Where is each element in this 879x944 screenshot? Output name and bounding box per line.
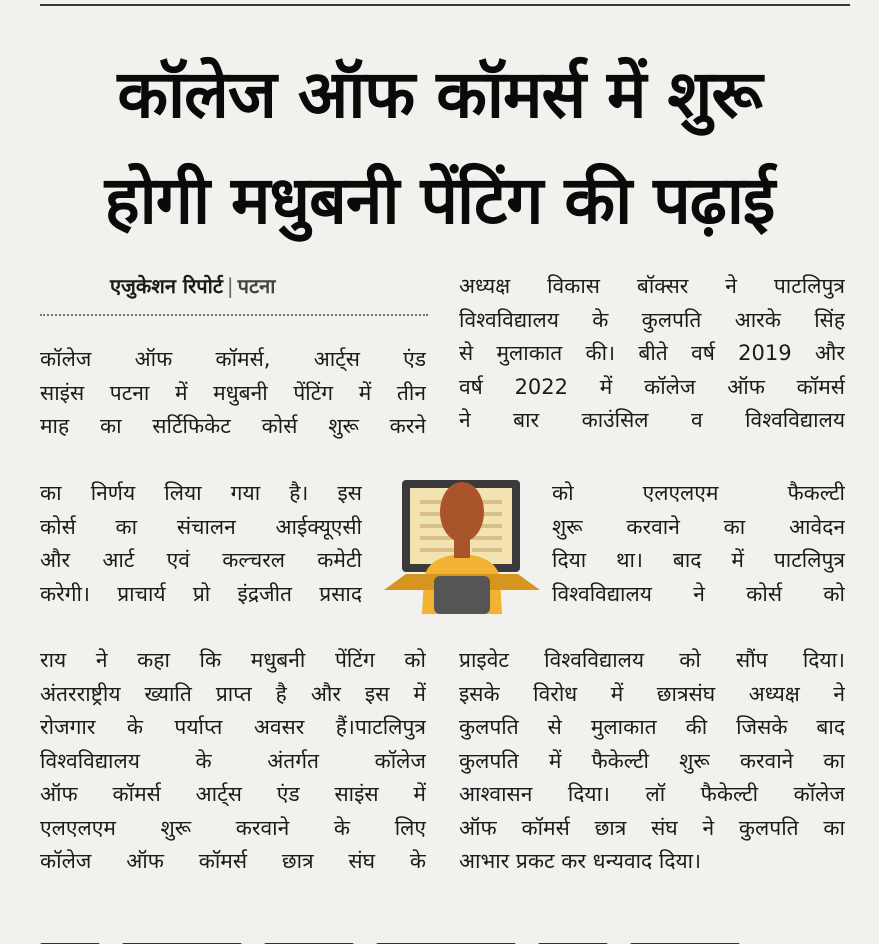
text-line: का निर्णय लिया गया है। इस	[40, 481, 362, 505]
text-line: कॉलेज ऑफ कॉमर्स छात्र संघ के	[40, 849, 426, 873]
left-column-wrap	[40, 477, 362, 611]
text-line: रोजगार के पर्याप्त अवसर हैं।पाटलिपुत्र	[40, 715, 426, 739]
person-head	[440, 482, 484, 542]
text-line: राय ने कहा कि मधुबनी पेंटिंग को	[40, 648, 426, 672]
next-article-cutoff	[40, 936, 850, 944]
text-line: इसके विरोध में छात्रसंघ अध्यक्ष ने	[459, 681, 845, 706]
text-line: ऑफ कॉमर्स छात्र संघ ने कुलपति का	[459, 815, 845, 840]
chair	[434, 576, 490, 614]
text-line: आभार प्रकट कर धन्यवाद दिया।	[459, 849, 702, 873]
right-column-top	[459, 270, 845, 438]
text-line: को एलएलएम फैकल्टी	[552, 481, 845, 505]
text-line: प्राइवेट विश्वविद्यालय को सौंप दिया।	[459, 648, 845, 672]
byline-separator: |	[226, 274, 234, 298]
text-line: साइंस पटना में मधुबनी पेंटिंग में तीन	[40, 380, 426, 405]
byline-divider	[40, 314, 428, 316]
headline	[0, 42, 879, 254]
right-column-wrap	[552, 477, 845, 611]
right-column-bottom	[459, 644, 845, 879]
text-line: दिया था। बाद में पाटलिपुत्र	[552, 548, 845, 572]
text-line: करेगी। प्राचार्य प्रो इंद्रजीत प्रसाद	[40, 581, 362, 606]
text-line: आश्वासन दिया। लॉ फैकेल्टी कॉलेज	[459, 782, 845, 806]
byline	[110, 272, 275, 299]
byline-reporter: एजुकेशन रिपोर्ट	[110, 274, 223, 298]
text-line: अध्यक्ष विकास बॉक्सर ने पाटलिपुत्र	[459, 274, 845, 298]
left-column-bottom	[40, 644, 426, 879]
text-line: एलएलएम शुरू करवाने के लिए	[40, 815, 426, 840]
text-line: शुरू करवाने का आवेदन	[552, 514, 845, 539]
text-line: और आर्ट एवं कल्चरल कमेटी	[40, 548, 362, 572]
text-line: कॉलेज ऑफ कॉमर्स, आर्ट्स एंड	[40, 347, 426, 371]
text-line: विश्वविद्यालय के कुलपति आरके सिंह	[459, 307, 845, 332]
text-line: विश्वविद्यालय ने कोर्स को	[552, 581, 845, 606]
headline-line-1: कॉलेज ऑफ कॉमर्स में शुरू	[117, 56, 762, 133]
headline-line-2: होगी मधुबनी पेंटिंग की पढ़ाई	[104, 162, 775, 239]
top-rule	[40, 4, 850, 6]
text-line: कुलपति में फैकेल्टी शुरू करवाने का	[459, 748, 845, 773]
text-line: वर्ष 2022 में कॉलेज ऑफ कॉमर्स	[459, 374, 845, 399]
text-line: विश्वविद्यालय के अंतर्गत कॉलेज	[40, 748, 426, 773]
text-line: अंतरराष्ट्रीय ख्याति प्राप्त है और इस में	[40, 681, 426, 706]
text-line: ऑफ कॉमर्स आर्ट्स एंड साइंस में	[40, 782, 426, 806]
text-line: कुलपति से मुलाकात की जिसके बाद	[459, 715, 845, 739]
left-column-top	[40, 343, 426, 444]
person-at-computer-icon	[384, 470, 540, 614]
text-line: ने बार काउंसिल व विश्वविद्यालय	[459, 408, 845, 432]
text-line: माह का सर्टिफिकेट कोर्स शुरू करने	[40, 414, 426, 438]
byline-city: पटना	[237, 274, 276, 298]
text-line: कोर्स का संचालन आईक्यूएसी	[40, 514, 362, 539]
text-line: से मुलाकात की। बीते वर्ष 2019 और	[459, 341, 845, 365]
